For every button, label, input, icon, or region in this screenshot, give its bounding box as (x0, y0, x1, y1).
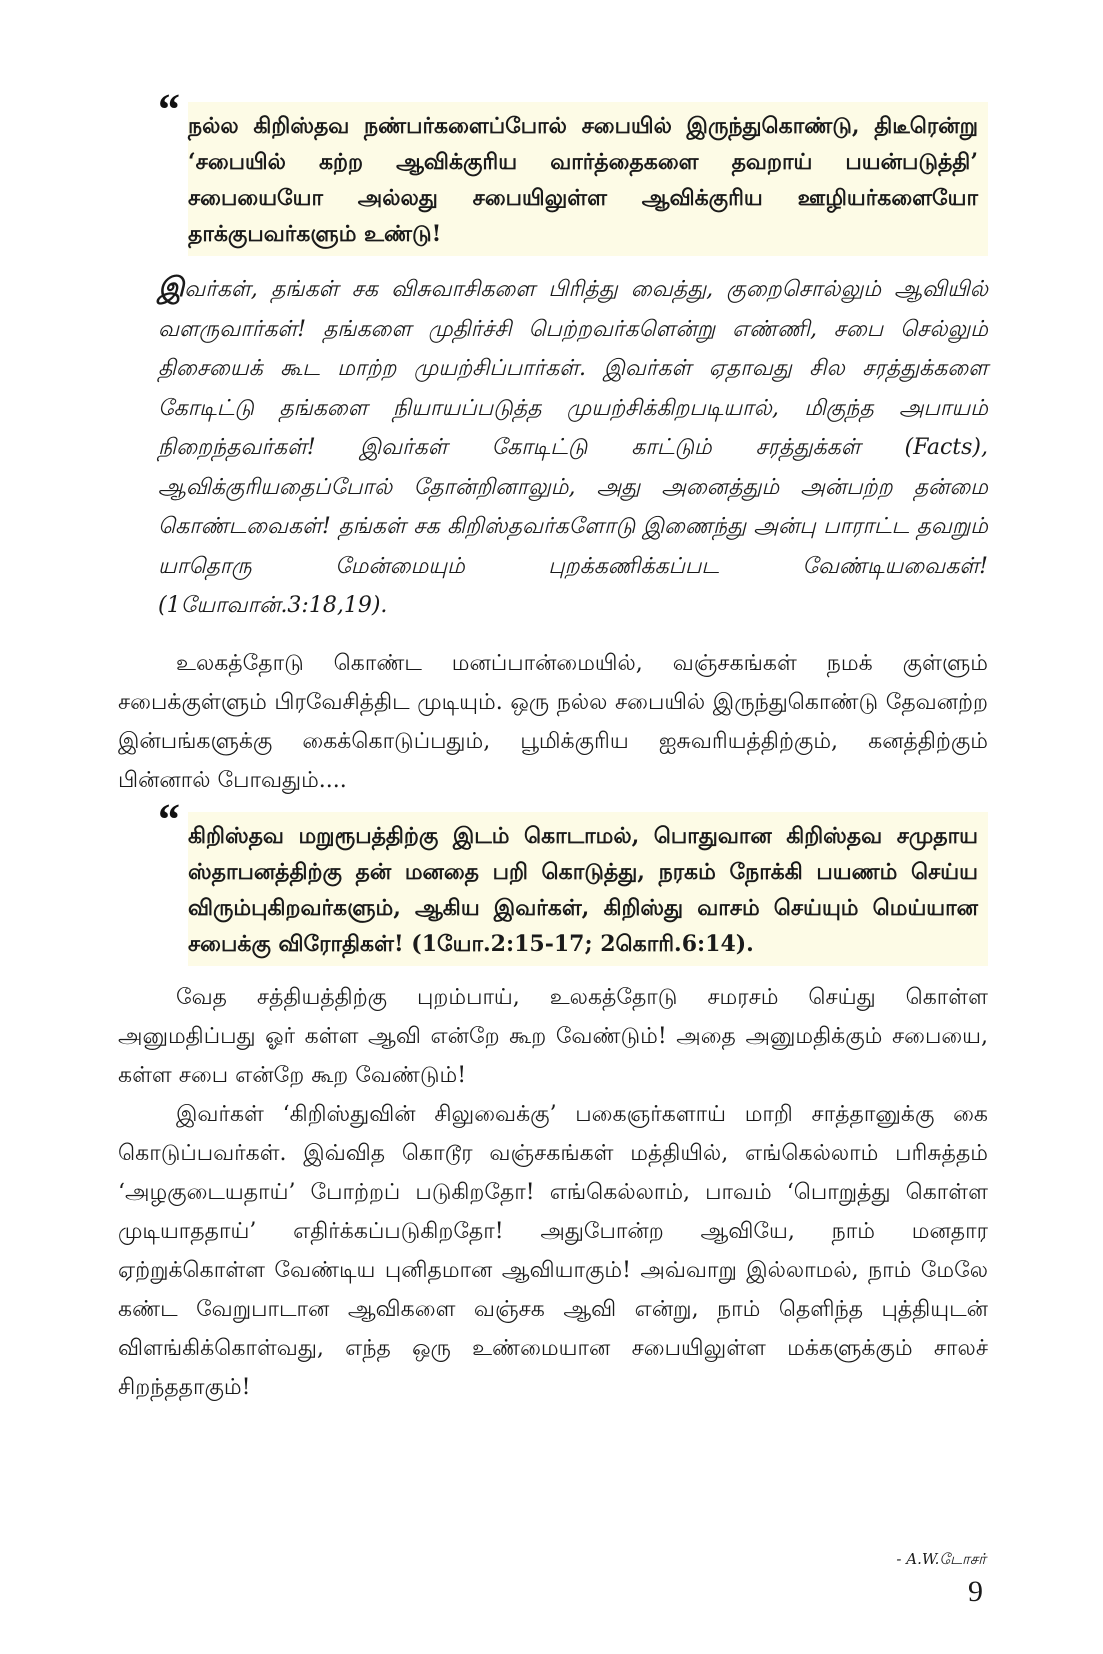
highlighted-quote-2 (188, 812, 988, 966)
italic-paragraph-text (158, 268, 988, 626)
quote-mark-icon: “ (158, 795, 180, 844)
body-paragraph-2-text: வேத சத்தியத்திற்கு புறம்பாய், உலகத்தோடு சமரசம் செய்து கொள்ள அனுமதிப்பது ஓர் கள்ள ஆவி என்றே கூற வேண்டும்! அதை அனுமதிக்கும் சபையை, கள்ள சபை என்றே கூற வேண்டும்! (118, 985, 988, 1088)
body-paragraph-2 (118, 978, 988, 1095)
italic-paragraph-body: வர்கள், தங்கள் சக விசுவாசிகளை பிரித்து வைத்து, குறைசொல்லும் ஆவியில் வளருவார்கள்! தங்களை முதிர்ச்சி பெற்றவர்களென்று எண்ணி, சபை செல்லும் திசையைக் கூட மாற்ற முயற்சிப்பார்கள். இவர்கள் ஏதாவது சில சரத்துக்களை கோடிட்டு தங்களை நியாயப்படுத்த முயற்சிக்கிறபடியால், மிகுந்த அபாயம் நிறைந்தவர்கள்! இவர்கள் கோடிட்டு காட்டும் சரத்துக்கள் (Facts), ஆவிக்குரியதைப்போல் தோன்றினாலும், அது அனைத்தும் அன்பற்ற தன்மை கொண்டவைகள்! தங்கள் சக கிறிஸ்தவர்களோடு இணைந்து அன்பு பாராட்ட தவறும் யாதொரு மேன்மையும் புறக்கணிக்கப்பட வேண்டியவைகள்! (1யோவான்.3:18,19). (158, 277, 988, 618)
body-paragraph-1 (118, 644, 988, 800)
page-number: 9 (968, 1575, 983, 1608)
body-paragraph-1-text: உலகத்தோடு கொண்ட மனப்பான்மையில், வஞ்சகங்கள் நமக் குள்ளும் சபைக்குள்ளும் பிரவேசித்திட முடியும். ஒரு நல்ல சபையில் இருந்துகொண்டு தேவனற்ற இன்பங்களுக்கு கைக்கொடுப்பதும், பூமிக்குரிய ஐசுவரியத்திற்கும், கனத்திற்கும் பின்னால் போவதும்.... (118, 651, 988, 793)
highlighted-quote-1 (188, 102, 988, 256)
author-signature: - A.W.டோசர் (896, 1550, 986, 1568)
italic-paragraph (158, 268, 988, 626)
quote-1-text: நல்ல கிறிஸ்தவ நண்பர்களைப்போல் சபையில் இருந்துகொண்டு, திடீரென்று ‘சபையில் கற்ற ஆவிக்குரிய வார்த்தைகளை தவறாய் பயன்படுத்தி’ சபையையோ அல்லது சபையிலுள்ள ஆவிக்குரிய ஊழியர்களையோ தாக்குபவர்களும் உண்டு! (188, 113, 978, 247)
drop-lead-letter: இ (158, 272, 185, 303)
quote-2-text: கிறிஸ்தவ மறுரூபத்திற்கு இடம் கொடாமல், பொதுவான கிறிஸ்தவ சமுதாய ஸ்தாபனத்திற்கு தன் மனதை பறி கொடுத்து, நரகம் நோக்கி பயணம் செய்ய விரும்புகிறவர்களும், ஆகிய இவர்கள், கிறிஸ்து வாசம் செய்யும் மெய்யான சபைக்கு விரோதிகள்! (1யோ.2:15-17; 2கொரி.6:14). (188, 823, 978, 957)
quote-mark-icon: “ (158, 85, 180, 134)
body-paragraph-3-text: இவர்கள் ‘கிறிஸ்துவின் சிலுவைக்கு’ பகைஞர்களாய் மாறி சாத்தானுக்கு கை கொடுப்பவர்கள். இவ்வித கொடூர வஞ்சகங்கள் மத்தியில், எங்கெல்லாம் பரிசுத்தம் ‘அழகுடையதாய்’ போற்றப் படுகிறதோ! எங்கெல்லாம், பாவம் ‘பொறுத்து கொள்ள முடியாததாய்’ எதிர்க்கப்படுகிறதோ! அதுபோன்ற ஆவியே, நாம் மனதார ஏற்றுக்கொள்ள வேண்டிய புனிதமான ஆவியாகும்! அவ்வாறு இல்லாமல், நாம் மேலே கண்ட வேறுபாடான ஆவிகளை வஞ்சக ஆவி என்று, நாம் தெளிந்த புத்தியுடன் விளங்கிக்கொள்வது, எந்த ஒரு உண்மையான சபையிலுள்ள மக்களுக்கும் சாலச் சிறந்ததாகும்! (118, 1102, 988, 1400)
body-paragraph-3 (118, 1095, 988, 1407)
